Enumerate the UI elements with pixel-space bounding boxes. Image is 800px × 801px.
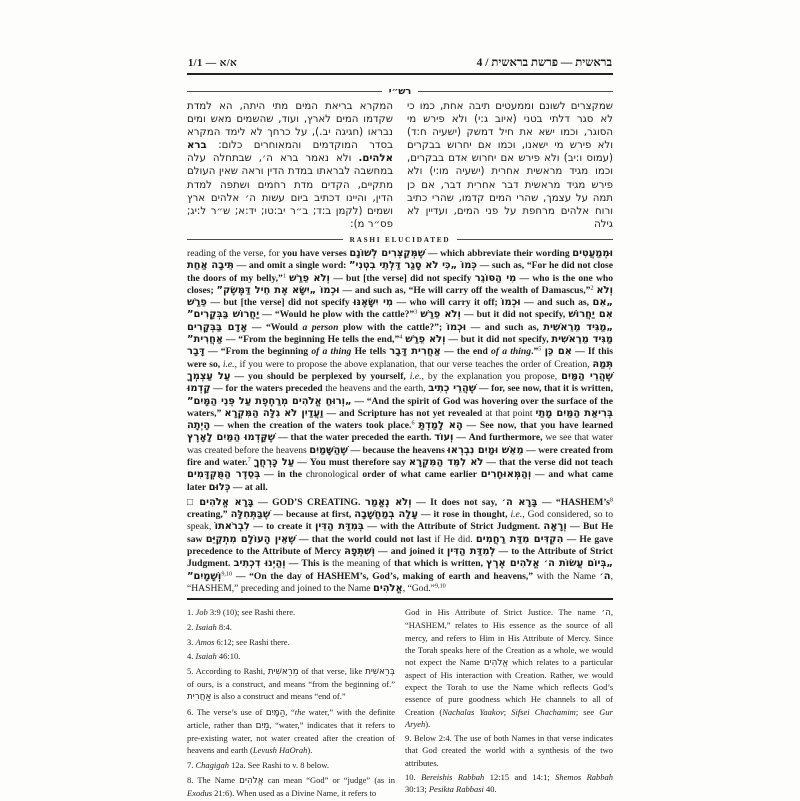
page-title: בראשית — פרשת בראשית / 4 (476, 57, 612, 69)
footnote-item: 9. Below 2:4. The use of both Names in that verse indicates that God created the world with a synthesis of the two attributes. (405, 733, 613, 768)
book-page (187, 57, 613, 801)
footnote-item: 8. The Name אֱלֹהִים can mean “God” or “judge” (as in Exodus 21:6). When used as a Divine Name, it refers to (187, 774, 395, 798)
rashi-column-left: המקרא בריאת המים מתי היתה, הא למדת שקדמו המים לארץ, ועוד, שהשמים מאש ומים נבראו (חגיגה יב.), על כרחך לא לימד המקרא בסדר המוקדמים והמאוחרים כלום: ברא אלהים. ולא נאמר ברא ה׳, שבתחלה עלה במחשבה לבראתו במדת הדין וראה שאין העולם מתקיים, הקדים מדת רחמים ושתפה למדת הדין, והיינו דכתיב ביום עשות ה׳ אלהים ארץ ושמים (לקמן ב:ד; ב״ר יב:טו; יד:א; ש״ר ל:יג; פס״ר מ): (187, 101, 393, 230)
footnote-item: 10. Bereishis Rabbah 12:15 and 14:1; Shemos Rabbah 30:13; Pesikta Rabbasi 40. (405, 772, 614, 795)
page-header (187, 57, 613, 75)
footnote-item: 7. Chagigah 12a. See Rashi to v. 8 below. (187, 759, 329, 770)
footnote-item: 2. Isaiah 8:4. (187, 621, 232, 632)
divider-line (187, 91, 382, 92)
elucidated-paragraph: □ בָּרָא אֱלֹהִים — GOD’S CREATING. וְלֹא נֶאֱמַר — It does not say, בָּרָא ה׳ — “$HASHEM’s^8$ creating,” שֶׁבַּתְּחִלָּה — because at first, עָלָה בְמַחֲשָׁבָה — it rose in thought, i.e., God considered, so to speak, לִבְרֹאתוֹ — to create it בְּמִדַּת הַדִּין — with the Attribute of Strict Judgment. וְרָאָה — But He saw שֶׁאֵין הָעוֹלָם מִתְקַיֵּם — that the world could not last if He did. הִקְדִּים מִדַּת רַחֲמִים — He gave precedence to the Attribute of Mercy וְשִׁתְּפָהּ — and joined it לְמִדַּת הַדִּין — to the Attribute of Strict Judgment. וְהַיְנוּ דִכְתִיב — This is the meaning of that which is written, „בְּיוֹם עֲשׂוֹת ה׳ אֱלֹהִים אֶרֶץ וְשָׁמָיִם”$^{9,10}$ — “On the day of HASHEM’s, God’s, making of earth and heavens,” with the Name ה׳, “HASHEM,” preceding and joined to the Name אֱלֹהִים, “God.”$^{9,10}$ (187, 496, 614, 594)
footnote-item: 1. Job 3:9 (10); see Rashi there. (187, 607, 296, 618)
footnote-item: 6. The verse’s use of הַמָּיִם, “the water,” with the definite article, rather than מַיִם, “water,” indicates that it refers to pre-existing water, not water created after the creation of heavens and earth (Levush HaOrah). (187, 706, 396, 756)
divider-line (418, 91, 613, 92)
footnotes (187, 606, 613, 801)
verse-reference: א/א — 1/1 (188, 58, 238, 69)
elucidated-section-divider (187, 236, 613, 244)
divider-line (187, 239, 343, 240)
rashi-column-right: שמקצרים לשונם וממעטים תיבה אחת, כמו כי לא סגר דלתי בטני (איוב ג:י) ולא פירש מי הסוגר, וכמו ישא את חיל דמשק (ישעיה ח:ד) ולא פירש מי ישאנו, וכמו אם יחרוש בבקרים (עמוס ו:יב) ולא פירש אם יחרוש אדם בבקרים, וכמו מגיד מראשית אחרית (ישעיה מו:י) ולא פירש מגיד מראשית דבר אחרית דבר, אם כן תמה על עצמך, שהרי המים קדמו, שהרי כתיב ורוח אלהים מרחפת על פני המים, ועדיין לא גילה (407, 101, 613, 230)
footnotes-divider (187, 598, 613, 600)
footnotes-left-column (187, 606, 395, 801)
rashi-section-divider (187, 87, 613, 96)
rashi-hebrew-text (187, 100, 613, 231)
divider-line (457, 239, 613, 240)
footnotes-right-column (405, 606, 613, 801)
footnote-item: 4. Isaiah 46:10. (187, 651, 241, 662)
rashi-section-label: רש״י (388, 86, 412, 97)
footnote-item: 5. According to Rashi, מֵרֵאשִׁית of that verse, like בְּרֵאשִׁית of ours, is a construct, and means “from the beginning of.” אַחֲרִית is also a construct and means “end of.” (187, 665, 395, 703)
footnote-item: 3. Amos 6:12; see Rashi there. (187, 636, 290, 647)
elucidated-text (187, 248, 613, 595)
elucidated-paragraph: reading of the verse, for you have verses שֶׁמְּקַצְּרִים לְשׁוֹנָם — which abbreviate their wording וּמְמַעֲטִים תֵּיבָה אַחַת — and omit a single word: כְּמוֹ „כִּי לֹא סָגַר דַּלְתֵי בִטְנִי” — such as, “For he did not close the doors of my belly,”$^1$ וְלֹא פֵרַשׁ — but [the verse] did not specify מִי הַסּוֹגֵר — who is the one who closes; וּכְמוֹ „יִשָּׂא אֶת חֵיל דַּמֶּשֶׂק” — and such as, “He will carry off the wealth of Damascus,”$^2$ וְלֹא פֵרַשׁ — but [the verse] did not specify מִי יִשָּׂאֶנּוּ — who will carry it off; וּכְמוֹ — and such as, „אִם יַחֲרוֹשׁ בַּבְּקָרִים” — “Would he plow with the cattle?”$^3$ וְלֹא פֵרַשׁ — but it did not specify, אִם יַחֲרוֹשׁ אָדָם בַּבְּקָרִים — “Would a person plow with the cattle?”; וּכְמוֹ — and such as, „מַגִּיד מֵרֵאשִׁית אַחֲרִית” — “From the beginning He tells the end,”$^4$ וְלֹא פֵרַשׁ — but it did not specify, מַגִּיד מֵרֵאשִׁית דָּבָר — “From the beginning of a thing He tells אַחֲרִית דָּבָר — the end of a thing.”$^5$ אִם כֵּן — If this were so, i.e., if you were to propose the above explanation, that our verse teaches the order of Creation, תְּמַהּ עַל עַצְמְךָ — you should be perplexed by yourself, i.e., by the explanation you propose, שֶׁהֲרֵי הַמַּיִם קָדְמוּ — for the waters preceded the heavens and the earth, שֶׁהֲרֵי כְתִיב — for, see now, that it is written, „וְרוּחַ אֱלֹהִים מְרַחֶפֶת עַל פְּנֵי הַמָּיִם” — “And the spirit of God was hovering over the surface of the waters,” וַעֲדַיִן לֹא גִלָּה הַמִּקְרָא — and Scripture has not yet revealed at that point בְּרִיאַת הַמַּיִם מָתַי הָיְתָה — when the creation of the waters took place.$^6$ הָא לָמַדְתָּ — See now, that you have learned שֶׁקָּדְמוּ הַמַּיִם לָאָרֶץ — that the water preceded the earth. וְעוֹד — And furthermore, we see that water was created before the heavens שֶׁהַשָּׁמַיִם — because the heavens מֵאֵשׁ וּמַיִם נִבְרְאוּ — were created from fire and water.$^7$ עַל כָּרְחֲךָ — You must therefore say לֹא לִמֵּד הַמִּקְרָא — that the verse did not teach בְּסֵדֶר הַמֻּקְדָּמִים — in the chronological order of what came earlier וְהַמְּאוּחָרִים — and what came later כְּלוּם — at all. (187, 247, 614, 493)
elucidated-section-label: RASHI ELUCIDATED (349, 235, 451, 244)
footnote-item: God in His Attribute of Strict Justice. The name ה׳, “HASHEM,” relates to His essence as the source of all mercy, and refers to Him in His Attribute of Mercy. Since the Torah speaks here of the Creation as a whole, we would not expect the Name אֱלֹהִים which relates to a particular aspect of His interaction with Creation. Rather, we would expect the Torah to use the Name which reflects God’s essence of pure goodness which He channels to all of Creation (Nachalas Yaakov; Sifsei Chachamim; see Gur Aryeh). (405, 607, 613, 729)
